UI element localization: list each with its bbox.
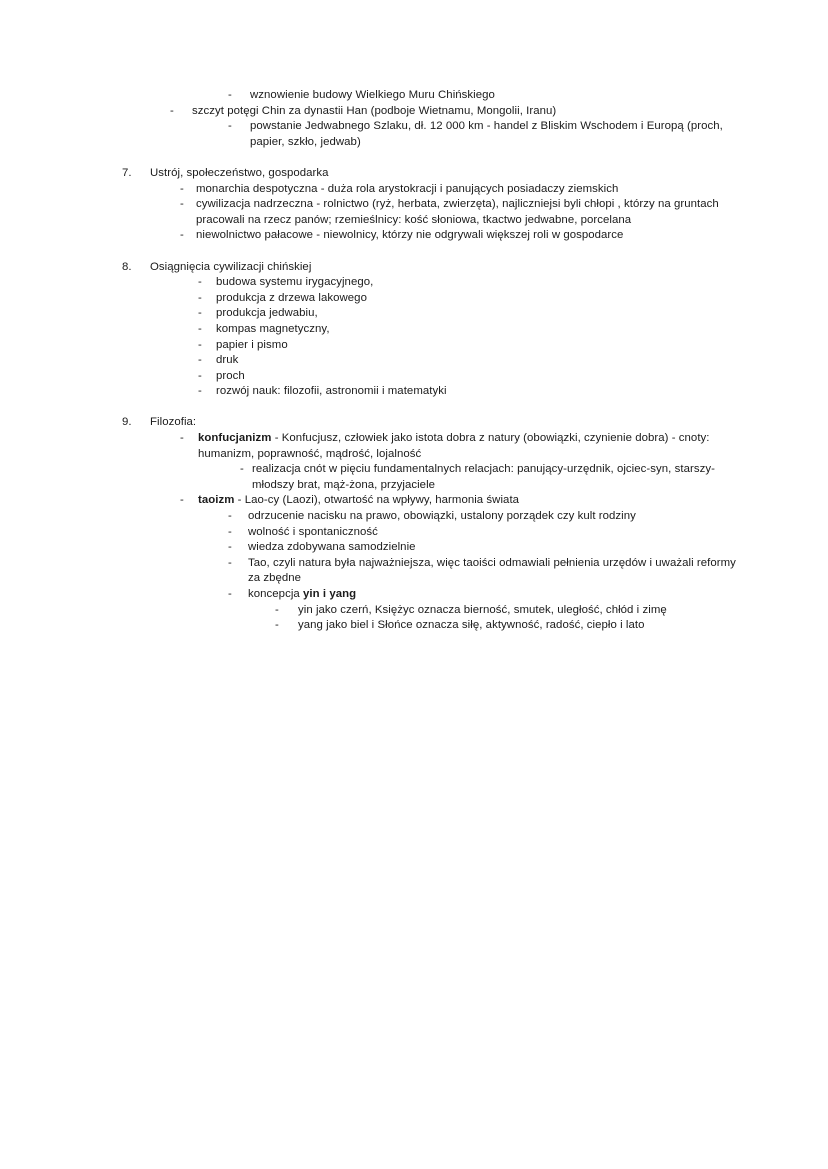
list-item-text: yang jako biel i Słońce oznacza siłę, aktywność, radość, ciepło i lato: [298, 619, 645, 632]
bullet-dash: -: [198, 338, 202, 351]
list-item-text: druk: [216, 354, 239, 367]
spacer: [0, 244, 828, 260]
section-number: 8.: [122, 260, 132, 273]
list-item: [0, 104, 828, 120]
bullet-dash: -: [228, 588, 232, 600]
concept-label: koncepcja: [248, 588, 304, 600]
list-item-text: powstanie Jedwabnego Szlaku, dł. 12 000 km - handel z Bliskim Wschodem i Europą (proch, papier, szkło, jedwab): [250, 120, 723, 148]
list-item-text: [198, 493, 750, 509]
list-item: [0, 291, 828, 307]
list-item-text: szczyt potęgi Chin za dynastii Han (podboje Wietnamu, Mongolii, Iranu): [192, 104, 557, 117]
bullet-dash: -: [228, 541, 232, 554]
list-item-text: realizacja cnót w pięciu fundamentalnych relacjach: panujący-urzędnik, ojciec-syn, starszy-młodszy brat, mąż-żona, przyjaciele: [252, 463, 715, 491]
list-item: [0, 556, 828, 587]
term-taoizm: taoizm: [198, 494, 235, 507]
bullet-dash: -: [180, 182, 184, 195]
section-heading-9: [0, 415, 828, 431]
list-item-text: wolność i spontaniczność: [248, 525, 378, 538]
bullet-dash: -: [198, 291, 202, 304]
section-number: 7.: [122, 166, 132, 179]
term-yin-yang: yin i yang: [303, 588, 357, 600]
bullet-dash: -: [228, 120, 232, 133]
bullet-dash: -: [180, 432, 184, 445]
list-item: [0, 540, 828, 556]
bullet-dash: -: [198, 354, 202, 367]
list-item-text: rozwój nauk: filozofii, astronomii i matematyki: [216, 385, 447, 398]
bullet-dash: -: [198, 369, 202, 382]
section-title: Osiągnięcia cywilizacji chińskiej: [150, 260, 312, 273]
list-item-text: cywilizacja nadrzeczna - rolnictwo (ryż, herbata, zwierzęta), najliczniejsi byli chłopi , którzy na gruntach pracowali na rzecz panów; rzemieślnicy: kość słoniowa, tkactwo jedwabne, porcelana: [196, 198, 719, 226]
list-item: [0, 462, 828, 493]
list-item-text: produkcja z drzewa lakowego: [216, 291, 367, 304]
bullet-dash: -: [198, 322, 202, 335]
list-item-text: odrzucenie nacisku na prawo, obowiązki, ustalony porządek czy kult rodziny: [248, 510, 636, 523]
list-item: [0, 197, 828, 228]
bullet-dash: -: [198, 307, 202, 320]
list-item-text: yin jako czerń, Księżyc oznacza bierność, smutek, uległość, chłód i zimę: [298, 603, 667, 616]
bullet-dash: -: [228, 525, 232, 538]
list-item-text: wiedza zdobywana samodzielnie: [248, 541, 416, 554]
list-item-taoizm: [0, 493, 828, 509]
list-item-text: produkcja jedwabiu,: [216, 307, 318, 320]
list-item-text: niewolnictwo pałacowe - niewolnicy, którzy nie odgrywali większej roli w gospodarce: [196, 229, 624, 242]
list-item-text: Tao, czyli natura była najważniejsza, więc taoiści odmawiali pełnienia urzędów i uważali reformy za zbędne: [248, 556, 736, 585]
list-item-text: proch: [216, 369, 245, 382]
list-item: [0, 182, 828, 198]
list-item: [0, 306, 828, 322]
bullet-dash: -: [228, 510, 232, 523]
bullet-dash: -: [198, 276, 202, 289]
section-title: Ustrój, społeczeństwo, gospodarka: [150, 166, 329, 179]
list-item-yin-yang: [0, 587, 828, 603]
term-description: - Konfucjusz, człowiek jako istota dobra z natury (obowiązki, czynienie dobra) - cnoty: humanizm, poprawność, mądrość, lojalność: [198, 432, 710, 460]
list-item-yin: [0, 603, 828, 619]
list-item: [0, 228, 828, 244]
list-item: [0, 88, 828, 104]
bullet-dash: -: [275, 619, 279, 632]
list-item: [0, 353, 828, 369]
term-description: - Lao-cy (Laozi), otwartość na wpływy, harmonia świata: [234, 494, 520, 507]
section-title: Filozofia:: [150, 416, 197, 429]
bullet-dash: -: [180, 494, 184, 507]
list-item: [0, 338, 828, 354]
list-item: [0, 525, 828, 541]
spacer: [0, 150, 828, 166]
section-heading-8: [0, 260, 828, 276]
section-number: 9.: [122, 416, 132, 429]
bullet-dash: -: [228, 556, 232, 569]
list-item-text: monarchia despotyczna - duża rola arystokracji i panujących posiadaczy ziemskich: [196, 182, 619, 195]
term-konfucjanizm: konfucjanizm: [198, 432, 272, 445]
document-body: [0, 88, 828, 634]
bullet-dash: -: [180, 198, 184, 211]
list-item: [0, 509, 828, 525]
bullet-dash: -: [275, 603, 279, 616]
bullet-dash: -: [240, 463, 244, 476]
list-item: [0, 275, 828, 291]
list-item: [0, 322, 828, 338]
list-item: [0, 369, 828, 385]
list-item-text: kompas magnetyczny,: [216, 322, 330, 335]
list-item-text: budowa systemu irygacyjnego,: [216, 276, 374, 289]
spacer: [0, 400, 828, 416]
section-heading-7: [0, 166, 828, 182]
list-item-text: papier i pismo: [216, 338, 288, 351]
list-item-yang: [0, 618, 828, 634]
bullet-dash: -: [228, 89, 232, 101]
list-item-konfucjanizm: [0, 431, 828, 462]
list-item: [0, 119, 828, 150]
bullet-dash: -: [198, 385, 202, 398]
list-item: [0, 384, 828, 400]
list-item-text: [198, 431, 750, 462]
bullet-dash: -: [170, 104, 174, 117]
list-item-text: [248, 587, 750, 603]
list-item-text: wznowienie budowy Wielkiego Muru Chińskiego: [250, 89, 495, 101]
bullet-dash: -: [180, 229, 184, 242]
